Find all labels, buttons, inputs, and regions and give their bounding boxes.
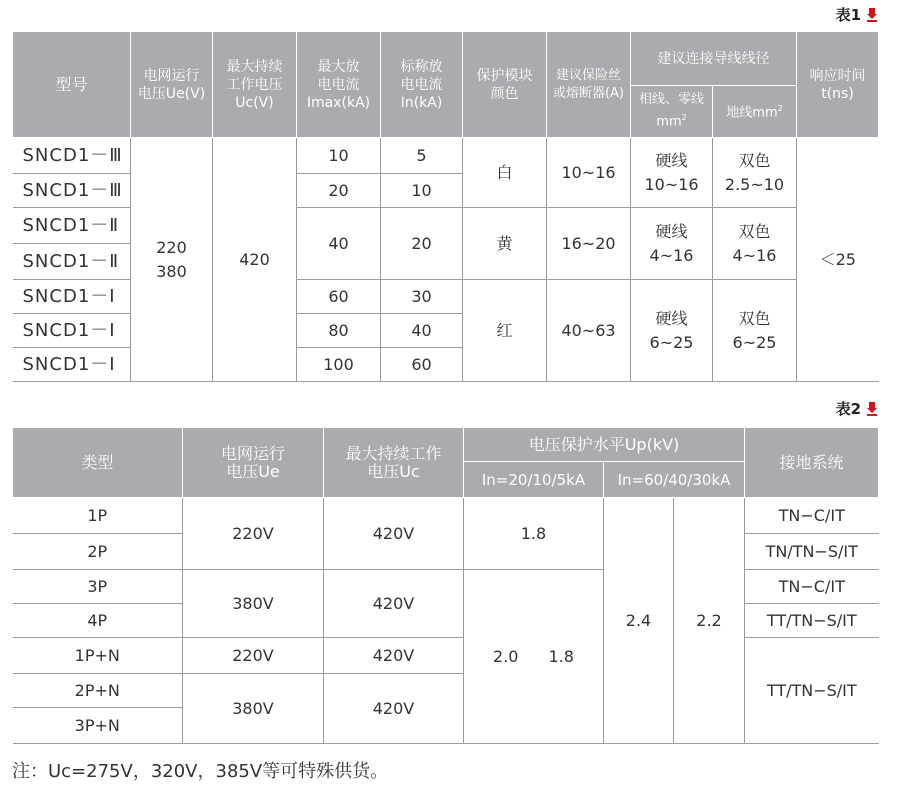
header-in: 标称放 电电流 In(kA) bbox=[381, 32, 463, 138]
footnote: 注：Uc=275V，320V，385V等可特殊供货。 bbox=[12, 761, 389, 782]
ue-value: 380V bbox=[183, 674, 324, 744]
table-row-model: SNCD1－Ⅰ bbox=[13, 348, 131, 382]
in-value: 10 bbox=[381, 174, 463, 208]
module-color: 红 bbox=[463, 280, 547, 382]
table-row-model: SNCD1－Ⅲ bbox=[13, 138, 131, 174]
imax-value: 60 bbox=[297, 280, 381, 314]
table-row-model: SNCD1－Ⅲ bbox=[13, 174, 131, 208]
header-phase-wire: 相线、零线 $mm^2$ bbox=[631, 86, 713, 138]
response-value: ＜25 bbox=[797, 138, 879, 382]
up-a-value: 2.0 bbox=[493, 646, 519, 666]
table-row-model: SNCD1－Ⅱ bbox=[13, 208, 131, 244]
ue-value: 380V bbox=[183, 570, 324, 638]
header-imax: 最大放 电电流 Imax(kA) bbox=[297, 32, 381, 138]
imax-value: 100 bbox=[297, 348, 381, 382]
module-color: 黄 bbox=[463, 208, 547, 280]
header-response: 响应时间 t(ns) bbox=[797, 32, 879, 138]
up-b-value-1: 2.4 bbox=[604, 498, 674, 744]
table-row-type: 3P bbox=[13, 570, 183, 604]
uc-value: 420V bbox=[324, 674, 464, 744]
earth-value: TT/TN−S/IT bbox=[745, 638, 879, 744]
header-up-b: In=60/40/30kA bbox=[604, 462, 745, 498]
header-wire: 建议连接导线线径 bbox=[631, 32, 797, 86]
table-row-type: 4P bbox=[13, 604, 183, 638]
table-row-model: SNCD1－Ⅰ bbox=[13, 280, 131, 314]
in-value: 30 bbox=[381, 280, 463, 314]
in-value: 5 bbox=[381, 138, 463, 174]
up-a-value: 1.8 bbox=[464, 498, 604, 570]
table2-caption: 表2 bbox=[836, 398, 877, 419]
fuse-value: 10~16 bbox=[547, 138, 631, 208]
table-row-model: SNCD1－Ⅰ bbox=[13, 314, 131, 348]
up-a-values bbox=[464, 570, 604, 744]
header-color: 保护模块 颜色 bbox=[463, 32, 547, 138]
earth-value: TT/TN−S/IT bbox=[745, 604, 879, 638]
header-model: 型号 bbox=[13, 32, 131, 138]
table1-caption: 表1 bbox=[836, 4, 877, 25]
spec-table-2 bbox=[12, 427, 879, 744]
header-ground-wire: 地线$mm^2$ bbox=[713, 86, 797, 138]
uc-value: 420V bbox=[324, 638, 464, 674]
header-uc: 最大持续 工作电压 Uc(V) bbox=[213, 32, 297, 138]
fuse-value: 16~20 bbox=[547, 208, 631, 280]
earth-value: TN−C/IT bbox=[745, 570, 879, 604]
download-arrow-icon bbox=[867, 402, 877, 416]
up-a-value: 1.8 bbox=[548, 646, 574, 666]
header-up-a: In=20/10/5kA bbox=[464, 462, 604, 498]
ground-wire-value: 双色 6~25 bbox=[713, 280, 797, 382]
header-ue: 电网运行 电压Ue(V) bbox=[131, 32, 213, 138]
table-row-type: 1P bbox=[13, 498, 183, 534]
header-ue: 电网运行 电压Ue bbox=[183, 428, 324, 498]
header-fuse: 建议保险丝 或熔断器(A) bbox=[547, 32, 631, 138]
earth-value: TN−C/IT bbox=[745, 498, 879, 534]
uc-value: 420 bbox=[213, 138, 297, 382]
phase-wire-value: 硬线 10~16 bbox=[631, 138, 713, 208]
header-up: 电压保护水平Up(kV) bbox=[464, 428, 745, 462]
uc-value: 420V bbox=[324, 498, 464, 570]
uc-value: 420V bbox=[324, 570, 464, 638]
header-uc: 最大持续工作 电压Uc bbox=[324, 428, 464, 498]
ue-value: 220V bbox=[183, 498, 324, 570]
fuse-value: 40~63 bbox=[547, 280, 631, 382]
ground-wire-value: 双色 4~16 bbox=[713, 208, 797, 280]
phase-wire-value: 硬线 4~16 bbox=[631, 208, 713, 280]
table-row-type: 2P bbox=[13, 534, 183, 570]
imax-value: 10 bbox=[297, 138, 381, 174]
imax-value: 40 bbox=[297, 208, 381, 280]
table-row-type: 3P+N bbox=[13, 708, 183, 744]
spec-table-1 bbox=[12, 31, 879, 382]
imax-value: 80 bbox=[297, 314, 381, 348]
in-value: 60 bbox=[381, 348, 463, 382]
table-row-model: SNCD1－Ⅱ bbox=[13, 244, 131, 280]
header-type: 类型 bbox=[13, 428, 183, 498]
ue-value: 220V bbox=[183, 638, 324, 674]
download-arrow-icon bbox=[867, 8, 877, 22]
earth-value: TN/TN−S/IT bbox=[745, 534, 879, 570]
header-earth: 接地系统 bbox=[745, 428, 879, 498]
in-value: 40 bbox=[381, 314, 463, 348]
in-value: 20 bbox=[381, 208, 463, 280]
table-row-type: 2P+N bbox=[13, 674, 183, 708]
ue-value: 220 380 bbox=[131, 138, 213, 382]
imax-value: 20 bbox=[297, 174, 381, 208]
module-color: 白 bbox=[463, 138, 547, 208]
table-row-type: 1P+N bbox=[13, 638, 183, 674]
ground-wire-value: 双色 2.5~10 bbox=[713, 138, 797, 208]
up-b-value-2: 2.2 bbox=[674, 498, 745, 744]
phase-wire-value: 硬线 6~25 bbox=[631, 280, 713, 382]
